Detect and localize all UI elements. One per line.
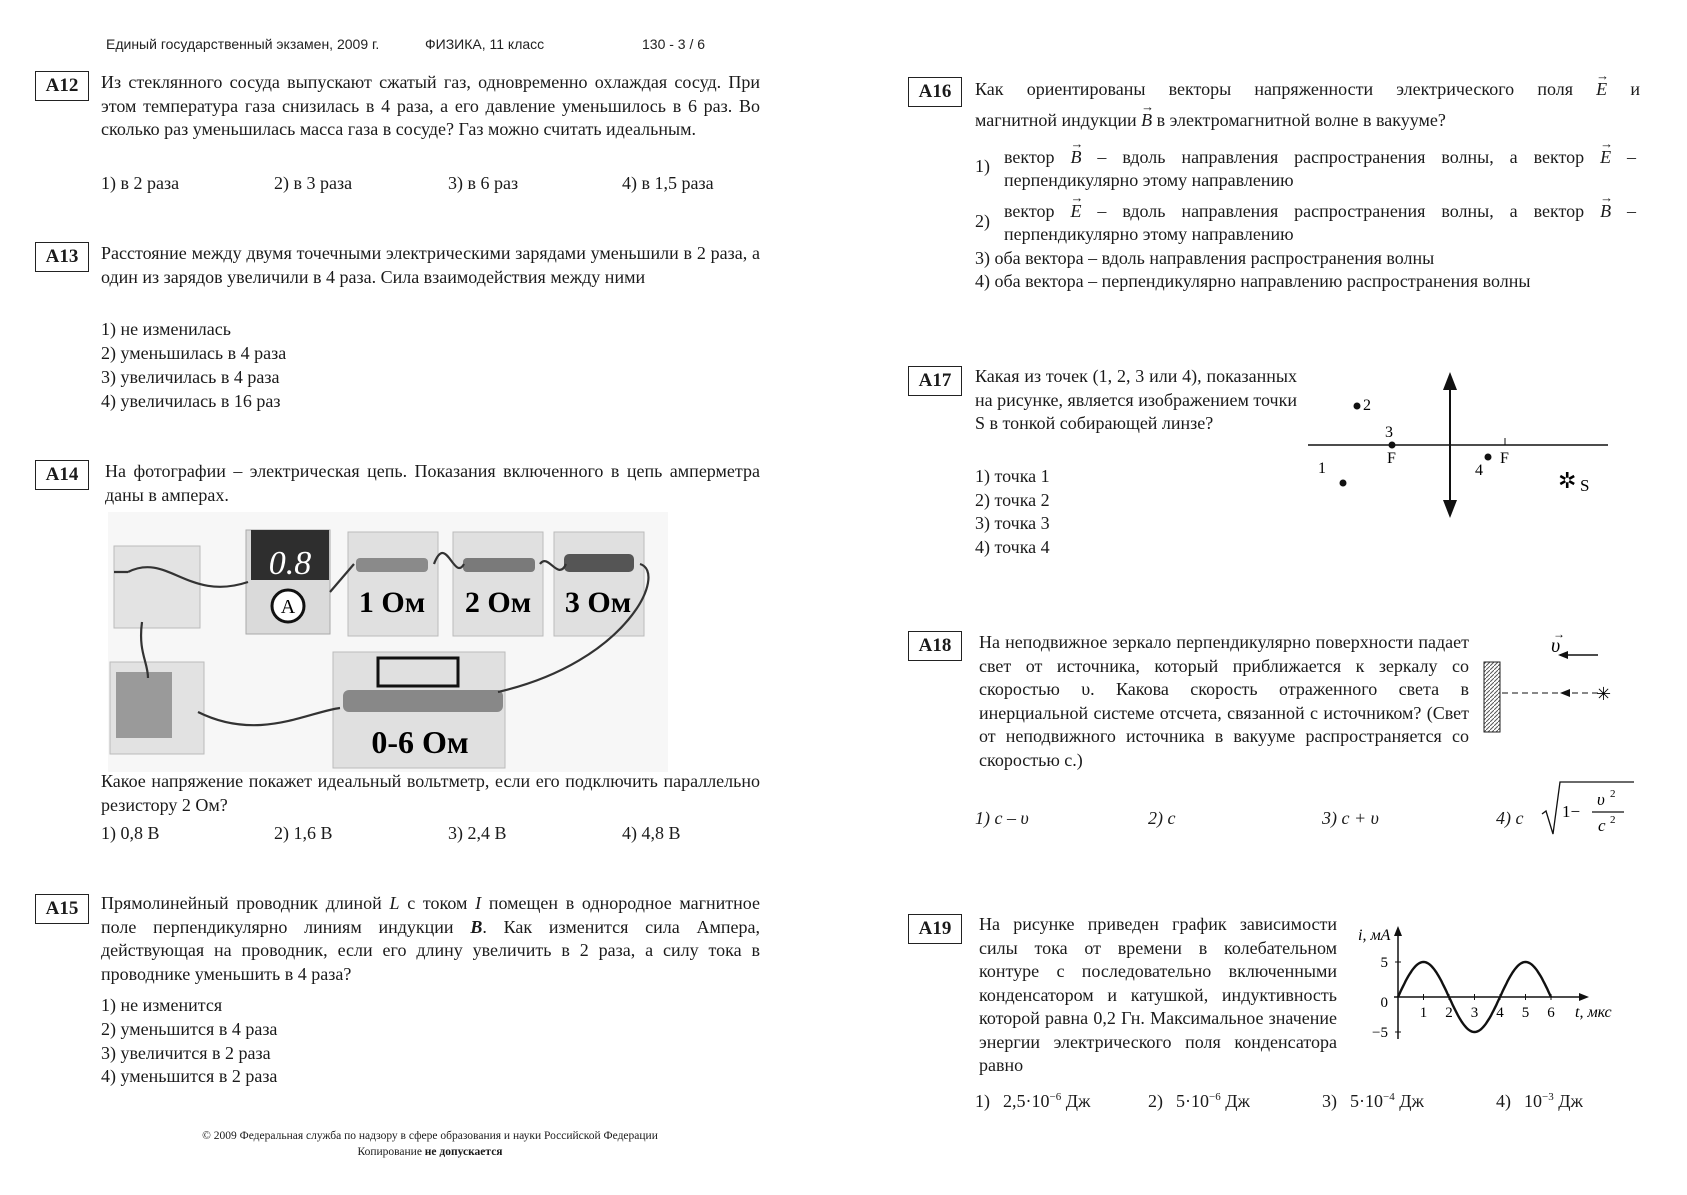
a18-text: На неподвижное зеркало перпендикулярно поверхности падает свет от источника, который приближается к зеркалу со скоростью υ. Какова скорость отраженного света в инерциальной системе отсчета, связанной с источником? (Свет от неподвижного источника в вакууме распространяется со скоростью c.) [979, 632, 1469, 770]
option-mantissa: 2,5·10 [1003, 1091, 1050, 1111]
point-3-label: 3 [1385, 424, 1393, 441]
a16-text: – [1611, 201, 1636, 221]
source-star-icon: ✲ [1558, 468, 1577, 493]
question-label-a12: A12 [35, 71, 89, 101]
a15-option-3[interactable]: 3) увеличится в 2 раза [101, 1043, 271, 1063]
data-point [1474, 1031, 1476, 1033]
question-label-a14: A14 [35, 460, 89, 490]
circuit-photo [108, 512, 668, 772]
formula-exponent: 2 [1610, 814, 1616, 826]
current-time-chart [1350, 922, 1640, 1050]
a19-options [0, 1086, 1687, 1116]
option-exponent: −4 [1383, 1091, 1395, 1103]
a16-option-2-cont: перпендикулярно этому направлению [1004, 224, 1294, 244]
option-exponent: −6 [1049, 1091, 1062, 1103]
question-label-a18: A18 [908, 631, 962, 661]
point-1 [1340, 480, 1347, 487]
data-point [1423, 961, 1425, 963]
ammeter-display: 0.8 [268, 545, 312, 582]
point-1-label: 1 [1318, 460, 1326, 477]
copyright-line: © 2009 Федеральная служба по надзору в сфере образования и науки Российской Федерации [202, 1130, 658, 1142]
relativistic-formula [1540, 778, 1636, 840]
point-4-label: 4 [1475, 462, 1483, 479]
a18-option-1[interactable]: 1) c – υ [975, 808, 1029, 828]
resistor-3-label: 3 Ом [564, 586, 632, 619]
a15-text-part: помещен в однородное магнитное поле перпендикулярно линиям индукции [101, 893, 761, 937]
data-point [1525, 961, 1527, 963]
a19-option-2[interactable] [1148, 1086, 1250, 1114]
a15-option-4[interactable]: 4) уменьшится в 2 раза [101, 1066, 278, 1086]
a12-option-3[interactable]: 3) в 6 раз [448, 173, 519, 193]
a15-option-2[interactable]: 2) уменьшится в 4 раза [101, 1019, 278, 1039]
a15-text-part: . Как изменится сила Ампера, действующая на проводник, если его длину увеличить в 2 раза, а силу тока в проводнике уменьшить в 4 раза? [101, 916, 760, 984]
mirror-diagram [1478, 630, 1618, 740]
a17-option-4[interactable]: 4) точка 4 [975, 537, 1050, 557]
y-tick-label: 5 [1380, 955, 1388, 971]
a16-option-2-number[interactable]: 2) [975, 211, 990, 231]
resistor-1-label: 1 Ом [358, 586, 426, 619]
option-mantissa: 5·10 [1176, 1091, 1209, 1111]
subject: ФИЗИКА, 11 класс [425, 36, 545, 52]
a16-text: – вдоль направления распространения волны, а вектор [1081, 147, 1601, 167]
formula-exponent: 2 [1610, 788, 1616, 800]
a15-text-part: с током [399, 893, 476, 913]
question-label-a16: A16 [908, 77, 962, 107]
data-point [1435, 972, 1437, 974]
copy-notice [150, 1146, 710, 1158]
vector-e: → E [1070, 200, 1081, 224]
a12-option-1[interactable]: 1) в 2 раза [101, 173, 180, 193]
mirror [1484, 662, 1500, 732]
a16-option-1[interactable] [1004, 146, 1636, 170]
a13-text: Расстояние между двумя точечными электрическими зарядами уменьшили в 2 раза, а один из зарядов увеличили в 4 раза. Сила взаимодействия между ними [101, 243, 760, 287]
y-axis-arrow [1394, 926, 1402, 936]
x-tick-label: 1 [1419, 1005, 1428, 1021]
a19-option-3[interactable] [1322, 1086, 1424, 1114]
y-tick-label: −5 [1372, 1025, 1388, 1041]
x-tick-label: 3 [1470, 1005, 1479, 1021]
a16-option-4[interactable]: 4) оба вектора – перпендикулярно направлению распространения волны [975, 271, 1531, 291]
x-tick-label: 5 [1521, 1005, 1530, 1021]
a17-option-2[interactable]: 2) точка 2 [975, 490, 1050, 510]
y-axis-label: i, мА [1358, 927, 1391, 944]
a17-option-1[interactable]: 1) точка 1 [975, 466, 1050, 486]
a16-text: вектор [1004, 147, 1071, 167]
a16-option-1-cont: перпендикулярно этому направлению [1004, 170, 1294, 190]
data-point [1410, 972, 1412, 974]
resistor-2-label: 2 Ом [464, 586, 532, 619]
a13-option-3[interactable]: 3) увеличилась в 4 раза [101, 367, 280, 387]
a16-option-2[interactable] [1004, 200, 1636, 224]
a17-option-3[interactable]: 3) точка 3 [975, 513, 1050, 533]
question-label-a17: A17 [908, 366, 962, 396]
copy-notice-bold: не допускается [424, 1146, 503, 1158]
data-point [1486, 1021, 1488, 1023]
light-source-icon: ✳ [1596, 684, 1612, 704]
formula-one-minus: 1− [1562, 802, 1581, 821]
a16-text: магнитной индукции [975, 110, 1142, 130]
point-2 [1354, 403, 1361, 410]
a14-text: На фотографии – электрическая цепь. Показания включенного в цепь амперметра даны в амперах. [105, 461, 760, 505]
a14-option-1[interactable]: 1) 0,8 В [101, 823, 160, 843]
x-axis-label: t, мкс [1575, 1004, 1612, 1021]
formula-denominator: c [1598, 816, 1606, 835]
a14-question: Какое напряжение покажет идеальный вольтметр, если его подключить параллельно резистору 2 Ом? [101, 771, 760, 815]
a13-option-4[interactable]: 4) увеличилась в 16 раз [101, 391, 281, 411]
a19-option-1[interactable] [975, 1086, 1090, 1114]
rheostat-label: 0-6 Ом [371, 724, 469, 760]
option-number: 1) [975, 1091, 990, 1111]
formula-numerator: υ [1597, 790, 1605, 809]
a18-option-2[interactable]: 2) c [1148, 808, 1176, 828]
a13-option-2[interactable]: 2) уменьшилась в 4 раза [101, 343, 287, 363]
data-point [1461, 1021, 1463, 1023]
point-2-label: 2 [1363, 397, 1371, 414]
data-point [1550, 996, 1552, 998]
option-unit: Дж [1553, 1091, 1583, 1111]
option-number: 4) [1496, 1091, 1511, 1111]
x-tick-label: 2 [1445, 1005, 1453, 1021]
a16-text-line1 [975, 78, 1640, 102]
y-tick-label: 0 [1380, 995, 1388, 1011]
source-label: S [1580, 476, 1590, 495]
data-point [1512, 972, 1514, 974]
question-label-a13: A13 [35, 242, 89, 272]
focus-left-label: F [1387, 450, 1396, 467]
exam-title: Единый государственный экзамен, 2009 г. [106, 36, 380, 52]
vector-b: → B [1600, 200, 1611, 224]
a16-text: в электромагнитной волне в вакууме? [1152, 110, 1446, 130]
data-point [1448, 996, 1450, 998]
a15-var-L: L [389, 893, 400, 913]
a14-option-4[interactable]: 4) 4,8 В [622, 823, 681, 843]
x-axis-arrow [1579, 993, 1589, 1001]
x-tick-label: 6 [1547, 1005, 1555, 1021]
option-mantissa: 5·10 [1350, 1091, 1383, 1111]
option-exponent: −3 [1542, 1091, 1554, 1103]
data-point [1499, 996, 1501, 998]
lens-diagram [1300, 365, 1620, 525]
a12-option-2[interactable]: 2) в 3 раза [274, 173, 353, 193]
option-exponent: −6 [1209, 1091, 1221, 1103]
page-number: 130 - 3 / 6 [642, 36, 706, 52]
a19-option-4[interactable] [1496, 1086, 1583, 1114]
a12-text: Из стеклянного сосуда выпускают сжатый газ, одновременно охлаждая сосуд. При этом температура газа снизилась в 4 раза, а его давление уменьшилось в 6 раз. Во сколько раз уменьшилась масса газа в сосуде? Газ можно считать идеальным. [101, 72, 760, 139]
a17-text: Какая из точек (1, 2, 3 или 4), показанных на рисунке, является изображением точки S в тонкой собирающей линзе? [975, 366, 1297, 433]
a19-text: На рисунке приведен график зависимости силы тока от времени в колебательном контуре с последовательно включенными конденсатором и катушкой, индуктивность которой равна 0,2 Гн. Максимальное значение энергии электрического поля конденсатора равно [979, 914, 1337, 1075]
question-label-a19: A19 [908, 914, 962, 944]
a14-option-2[interactable]: 2) 1,6 В [274, 823, 333, 843]
a15-var-B: B [470, 916, 483, 937]
vector-arrow-icon: → [1553, 630, 1565, 641]
data-point [1397, 996, 1399, 998]
ammeter-symbol: A [280, 596, 296, 618]
option-unit: Дж [1220, 1091, 1250, 1111]
a16-text: – [1611, 147, 1636, 167]
option-number: 2) [1148, 1091, 1163, 1111]
option-mantissa: 10 [1524, 1091, 1542, 1111]
vector-e: → E [1600, 146, 1611, 170]
a15-text-part: Прямолинейный проводник длиной [101, 893, 390, 913]
a16-text: Как ориентированы векторы напряженности электрического поля [975, 79, 1597, 99]
vector-b: → B [1141, 109, 1152, 133]
copy-notice-text: Копирование [357, 1146, 425, 1158]
a18-option-4[interactable]: 4) c [1496, 808, 1524, 828]
vector-b: → B [1070, 146, 1081, 170]
a15-var-I: I [475, 893, 482, 913]
a16-option-3[interactable]: 3) оба вектора – вдоль направления распространения волны [975, 248, 1435, 268]
option-number: 3) [1322, 1091, 1337, 1111]
a12-option-4[interactable]: 4) в 1,5 раза [622, 173, 714, 193]
focus-right-label: F [1500, 450, 1509, 467]
a15-text [101, 892, 760, 986]
option-unit: Дж [1394, 1091, 1424, 1111]
velocity-label: υ [1551, 635, 1561, 657]
a16-text: и [1607, 79, 1640, 99]
a14-option-3[interactable]: 3) 2,4 В [448, 823, 507, 843]
a18-option-3[interactable]: 3) c + υ [1322, 808, 1379, 828]
a16-text: – вдоль направления распространения волны, а вектор [1081, 201, 1601, 221]
question-label-a15: A15 [35, 894, 89, 924]
data-point [1537, 972, 1539, 974]
a16-text: вектор [1004, 201, 1071, 221]
a15-option-1[interactable]: 1) не изменится [101, 995, 223, 1015]
a16-text-line2 [975, 109, 1446, 133]
x-tick-label: 4 [1496, 1005, 1504, 1021]
a13-option-1[interactable]: 1) не изменилась [101, 319, 231, 339]
a16-option-1-number[interactable]: 1) [975, 156, 990, 176]
option-unit: Дж [1061, 1091, 1091, 1111]
point-4 [1485, 454, 1492, 461]
point-3 [1389, 442, 1396, 449]
vector-e: → E [1596, 78, 1607, 102]
